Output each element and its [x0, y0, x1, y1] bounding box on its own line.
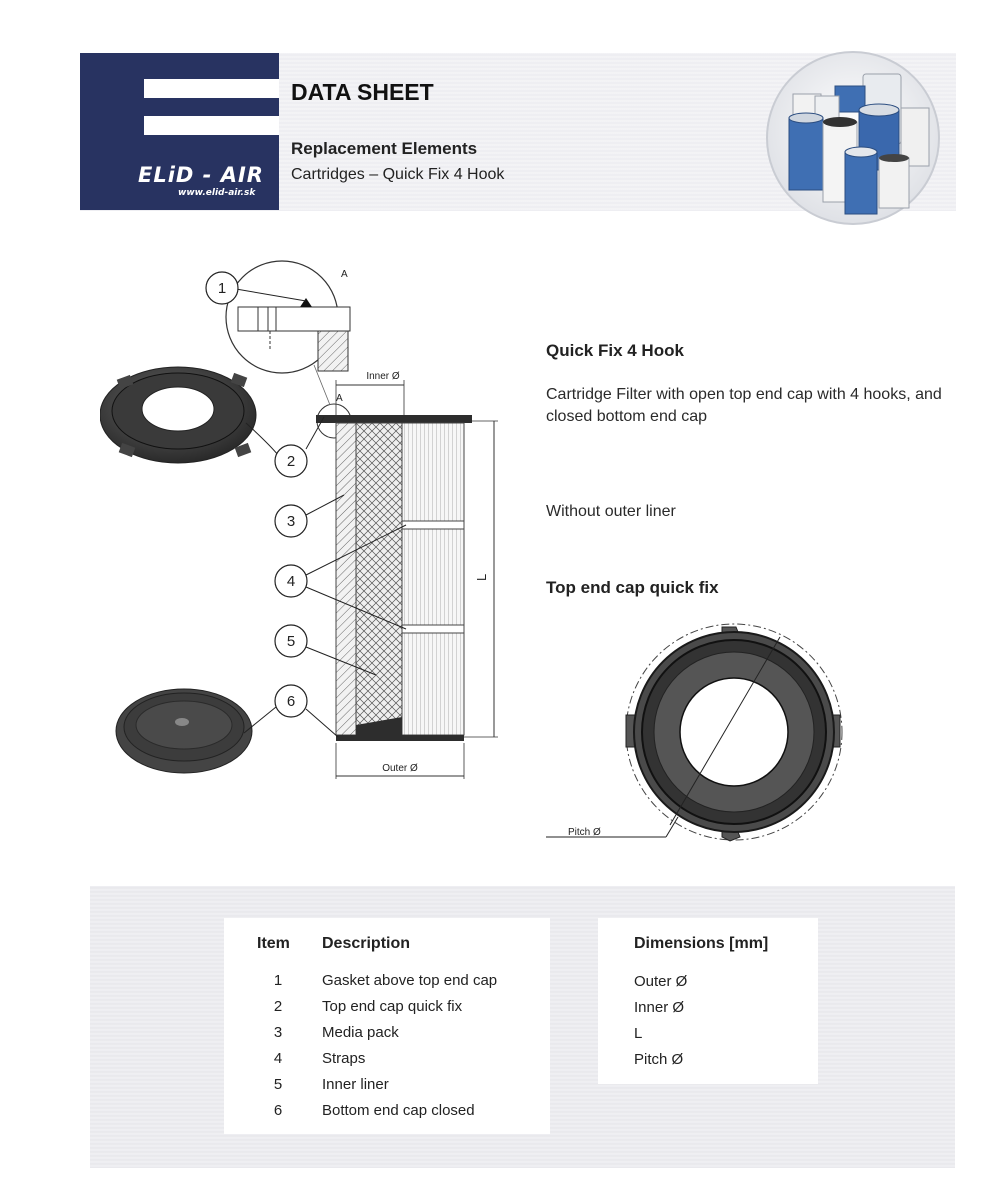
length-label: L	[474, 573, 489, 581]
bottom-end-cap-illustration	[116, 689, 252, 773]
logo-e-bar-middle	[144, 116, 279, 135]
item-description: Media pack	[322, 1024, 399, 1041]
dimensions-table	[598, 918, 818, 1084]
cartridge-diagram	[100, 255, 540, 795]
callout-4: 4	[286, 573, 296, 590]
bottom-end-cap-section	[336, 735, 464, 741]
page-title: DATA SHEET	[291, 79, 434, 105]
item-number: 3	[273, 1024, 283, 1041]
callout-1: 1	[217, 280, 227, 297]
brand-logo	[80, 53, 279, 210]
product-line: Cartridges – Quick Fix 4 Hook	[291, 166, 505, 183]
table-row	[224, 1024, 550, 1050]
dimension-row: Pitch Ø	[634, 1051, 684, 1068]
table-row	[224, 972, 550, 998]
dimension-row: Inner Ø	[634, 999, 685, 1016]
items-col-description-header: Description	[322, 935, 411, 952]
callout-5: 5	[286, 633, 296, 650]
top-end-cap-section	[316, 415, 472, 423]
item-description: Gasket above top end cap	[322, 972, 498, 989]
top-cap-quick-fix-drawing	[540, 615, 860, 850]
item-number: 1	[273, 972, 283, 989]
dimensions-header: Dimensions [mm]	[634, 935, 769, 952]
callout-6: 6	[286, 693, 296, 710]
table-row	[224, 1076, 550, 1102]
item-description: Top end cap quick fix	[322, 998, 463, 1015]
filter-photo-collage	[759, 48, 947, 228]
items-table	[224, 918, 550, 1134]
item-description: Inner liner	[322, 1076, 389, 1093]
pitch-diameter-label: Pitch Ø	[568, 827, 601, 838]
inner-liner-section	[356, 423, 402, 735]
item-number: 5	[273, 1076, 283, 1093]
detail-a-label: A	[341, 269, 348, 280]
items-col-item-header: Item	[257, 935, 290, 952]
top-end-cap-illustration	[100, 367, 256, 463]
brand-url: www.elid-air.sk	[178, 188, 256, 198]
media-pack-section	[336, 423, 356, 735]
item-number: 4	[273, 1050, 283, 1067]
inner-diameter-label: Inner Ø	[366, 371, 400, 382]
detail-a-ref-label: A	[336, 393, 343, 404]
pleated-media	[402, 423, 464, 735]
item-description: Straps	[322, 1050, 366, 1067]
item-number: 6	[273, 1102, 283, 1119]
table-row	[224, 998, 550, 1024]
liner-note: Without outer liner	[546, 503, 676, 520]
logo-e-bar-top	[144, 79, 279, 98]
callout-3: 3	[286, 513, 296, 530]
outer-diameter-label: Outer Ø	[382, 763, 418, 774]
product-title: Quick Fix 4 Hook	[546, 341, 684, 360]
table-row	[224, 1102, 550, 1128]
dimension-row: L	[634, 1025, 643, 1042]
table-row	[224, 1050, 550, 1076]
brand-name: ELiD - AIR	[138, 163, 264, 187]
item-description: Bottom end cap closed	[322, 1102, 475, 1119]
page-subtitle: Replacement Elements	[291, 139, 478, 158]
top-cap-heading: Top end cap quick fix	[546, 578, 719, 597]
item-number: 2	[273, 998, 283, 1015]
dimension-row: Outer Ø	[634, 973, 688, 990]
callout-2: 2	[286, 453, 296, 470]
product-description: Cartridge Filter with open top end cap with 4 hooks, and closed bottom end cap	[546, 386, 942, 425]
